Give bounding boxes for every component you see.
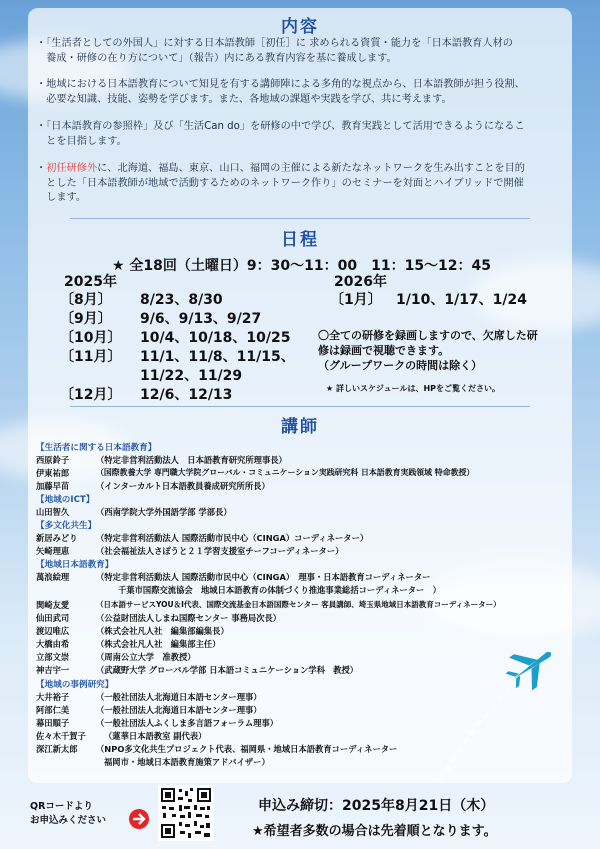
qr-caption-line: お申込みください — [30, 815, 107, 826]
lecturer-name: 伊東祐郎 — [36, 468, 70, 478]
note-line: 〇全ての研修を録画しますので、欠席した研 — [318, 329, 538, 342]
month-nov: 〔11月〕 — [60, 349, 122, 365]
recording-note — [318, 328, 580, 373]
application-deadline: 申込み締切：2025年8月21日（木） — [258, 798, 495, 814]
category-label: 【地域日本語教育】 — [36, 560, 114, 570]
lecturer-row — [36, 545, 344, 557]
lecturer-row — [36, 638, 221, 650]
lecturer-row — [36, 571, 431, 583]
paragraph-line: します。 — [36, 192, 87, 203]
lecturer-name: 大井裕子 — [36, 692, 70, 702]
content-paragraph-2 — [36, 78, 576, 107]
lecturer-name: 仙田武司 — [36, 613, 70, 623]
lecturer-role: （株式会社凡人社 編集部主任） — [96, 639, 221, 649]
qr-code[interactable] — [158, 785, 214, 841]
lecturers-title: 講師 — [281, 417, 319, 437]
qr-caption — [30, 798, 106, 826]
lecturer-role: （社会福祉法人さぽうと２１学習支援室チーフコーディネーター） — [96, 546, 344, 556]
lecturer-name: 立部文崇 — [36, 652, 70, 662]
content-paragraph-3 — [36, 120, 576, 149]
dates-jan: 1/10、1/17、1/24 — [396, 292, 528, 308]
paragraph-line: ・「日本語教育の参照枠」及び「生活Can do」を研修の中で学び、教育実践として活用できるようになるこ — [36, 121, 525, 132]
lecturer-row — [36, 691, 262, 703]
schedule-summary: ★ 全18回（土曜日）9：30〜11：00 11：15〜12：45 — [112, 258, 492, 274]
lecturer-role: （NPO多文化共生プロジェクト代表、福岡県・地域日本語教育コーディネーター — [96, 744, 398, 754]
highlight-text: 初任研修外 — [46, 163, 98, 174]
category-label: 【地域の事例研究】 — [36, 680, 114, 690]
dates-sep: 9/6、9/13、9/27 — [140, 311, 262, 327]
paragraph-text: に、北海道、福島、東京、山口、福岡の主催による新たなネットワークを生み出すことを目的 — [97, 163, 525, 174]
lecturer-role-continued: 千葉市国際交流協会 地域日本語教育の体制づくり推進事業総括コーディネーター ） — [118, 585, 441, 595]
dates-nov-cont: 11/22、11/29 — [140, 368, 243, 384]
qr-caption-line: QRコードより — [30, 801, 93, 812]
lecturer-role: （蓮華日本語教室 副代表） — [104, 731, 207, 741]
month-jan: 〔1月〕 — [330, 292, 382, 308]
lecturer-name: 渡辺唯広 — [36, 626, 70, 636]
note-line: （グループワークの時間は除く） — [318, 359, 483, 372]
paragraph-line — [36, 162, 576, 177]
lecturer-row — [36, 480, 270, 492]
category-label: 【地域のICT】 — [36, 495, 95, 505]
lecturer-name: 西原鈴子 — [36, 455, 70, 465]
paragraph-line: 必要な知識、技能、姿勢を学びます。また、各地域の課題や実践を学び、共に考えます。 — [36, 93, 452, 105]
lecturer-role: （特定非営利活動法人 日本語教育研究所理事長） — [96, 455, 287, 465]
content-paragraph-1 — [36, 37, 576, 66]
lecturer-role: （特定非営利活動法人 国際活動市民中心（CINGA）コーディネーター） — [96, 533, 369, 543]
paragraph-line: 養成・研修の在り方について」（報告）内にある教育内容を基に養成します。 — [36, 52, 397, 64]
month-sep: 〔9月〕 — [60, 311, 112, 327]
paragraph-line: ・地域における日本語教育について知見を有する講師陣による多角的な視点から、日本語教師が担う役割、 — [36, 79, 525, 90]
lecturer-name: 神吉宇一 — [36, 665, 70, 675]
lecturer-role: （日本語サービスYOU＆I代表、国際交流基金日本語国際センター 客員講師、埼玉県地域日本語教育コーディネーター） — [96, 600, 501, 609]
content-paragraph-4 — [36, 162, 576, 206]
lecturer-row — [36, 612, 282, 624]
lecturer-name: 加藤早苗 — [36, 481, 70, 491]
month-oct: 〔10月〕 — [60, 330, 122, 346]
lecturer-name: 山田智久 — [36, 507, 70, 517]
schedule-details-note: ★ 詳しいスケジュールは、HPをご覧ください。 — [326, 384, 501, 393]
paragraph-line: とを目指します。 — [36, 135, 127, 147]
lecturer-row — [36, 467, 475, 479]
lecturer-role: （公益財団法人しまね国際センター 事務局次長） — [96, 613, 282, 623]
lecturer-role: （特定非営利活動法人 国際活動市民中心（CINGA） 理事・日本語教育コーディネーター — [96, 572, 431, 582]
lecturer-row — [36, 599, 501, 611]
lecturer-name: 大橋由希 — [36, 639, 70, 649]
bullet: ・ — [36, 163, 47, 174]
schedule-title: 日程 — [281, 230, 319, 250]
lecturer-row — [36, 717, 279, 729]
dates-dec: 12/6、12/13 — [140, 387, 233, 403]
lecturer-row — [36, 532, 369, 544]
lecturer-role: （株式会社凡人社 編集部編集長） — [96, 626, 229, 636]
year-2025: 2025年 — [64, 274, 117, 290]
lecturer-row — [36, 454, 287, 466]
lecturer-row — [36, 664, 359, 676]
lecturer-name: 深江新太郎 — [36, 744, 78, 754]
lecturer-row — [36, 625, 229, 637]
month-dec: 〔12月〕 — [60, 387, 122, 403]
lecturer-name: 佐々木千賀子 — [36, 731, 86, 741]
divider — [70, 406, 530, 407]
dates-aug: 8/23、8/30 — [140, 292, 223, 308]
lecturer-name: 幕田順子 — [36, 718, 70, 728]
divider — [70, 218, 530, 219]
lecturer-row — [36, 704, 262, 716]
lecturer-name: 萬浪絵理 — [36, 572, 70, 582]
category-label: 【多文化共生】 — [36, 521, 97, 531]
lecturer-role: （西南学院大学外国語学部 学部長） — [96, 507, 232, 517]
dates-oct: 10/4、10/18、10/25 — [140, 330, 291, 346]
lecturer-role: （一般社団法人ふくしま多言語フォーラム理事） — [96, 718, 279, 728]
lecturer-row — [36, 651, 196, 663]
lecturer-role: （インターカルト日本語教員養成研究所所長） — [96, 481, 270, 491]
arrow-right-icon — [128, 808, 150, 830]
paragraph-line: ・「生活者としての外国人」に対する日本語教師［初任］に 求められる資質・能力を「日本語教育人材の — [36, 38, 513, 49]
lecturer-role: （一般社団法人北海道日本語センター理事） — [96, 692, 262, 702]
lecturer-name: 阿部仁美 — [36, 705, 70, 715]
category-label: 【生活者に関する日本語教育】 — [36, 443, 157, 453]
lecturer-row — [36, 743, 398, 755]
lecturer-role: （一般社団法人北海道日本語センター理事） — [96, 705, 262, 715]
airplane-illustration — [420, 640, 570, 790]
paragraph-line: とした「日本語教師が地域で活動するためのネットワーク作り」のセミナーを対面とハイブリッドで開催 — [36, 177, 524, 189]
year-2026: 2026年 — [334, 274, 387, 290]
lecturer-name: 関崎友愛 — [36, 600, 70, 610]
month-aug: 〔8月〕 — [60, 292, 112, 308]
lecturer-role: （国際教養大学 専門職大学院グローバル・コミュニケーション実践研究科 日本語教育実践領域 特命教授） — [96, 468, 475, 477]
content-title: 内容 — [281, 17, 319, 37]
first-come-note: ★希望者多数の場合は先着順となります。 — [252, 824, 497, 839]
lecturer-row — [36, 506, 232, 518]
lecturer-role: （武蔵野大学 グローバル学部 日本語コミュニケーション学科 教授） — [96, 665, 359, 675]
lecturer-role: （周南公立大学 准教授） — [96, 652, 196, 662]
lecturer-role-continued: 福岡市・地域日本語教育施策アドバイザー） — [104, 757, 270, 767]
dates-nov: 11/1、11/8、11/15、 — [140, 349, 295, 365]
lecturer-name: 矢崎理恵 — [36, 546, 70, 556]
note-line: 修は録画で視聴できます。 — [318, 344, 450, 357]
lecturer-name: 新居みどり — [36, 533, 78, 543]
lecturer-row — [36, 730, 207, 742]
